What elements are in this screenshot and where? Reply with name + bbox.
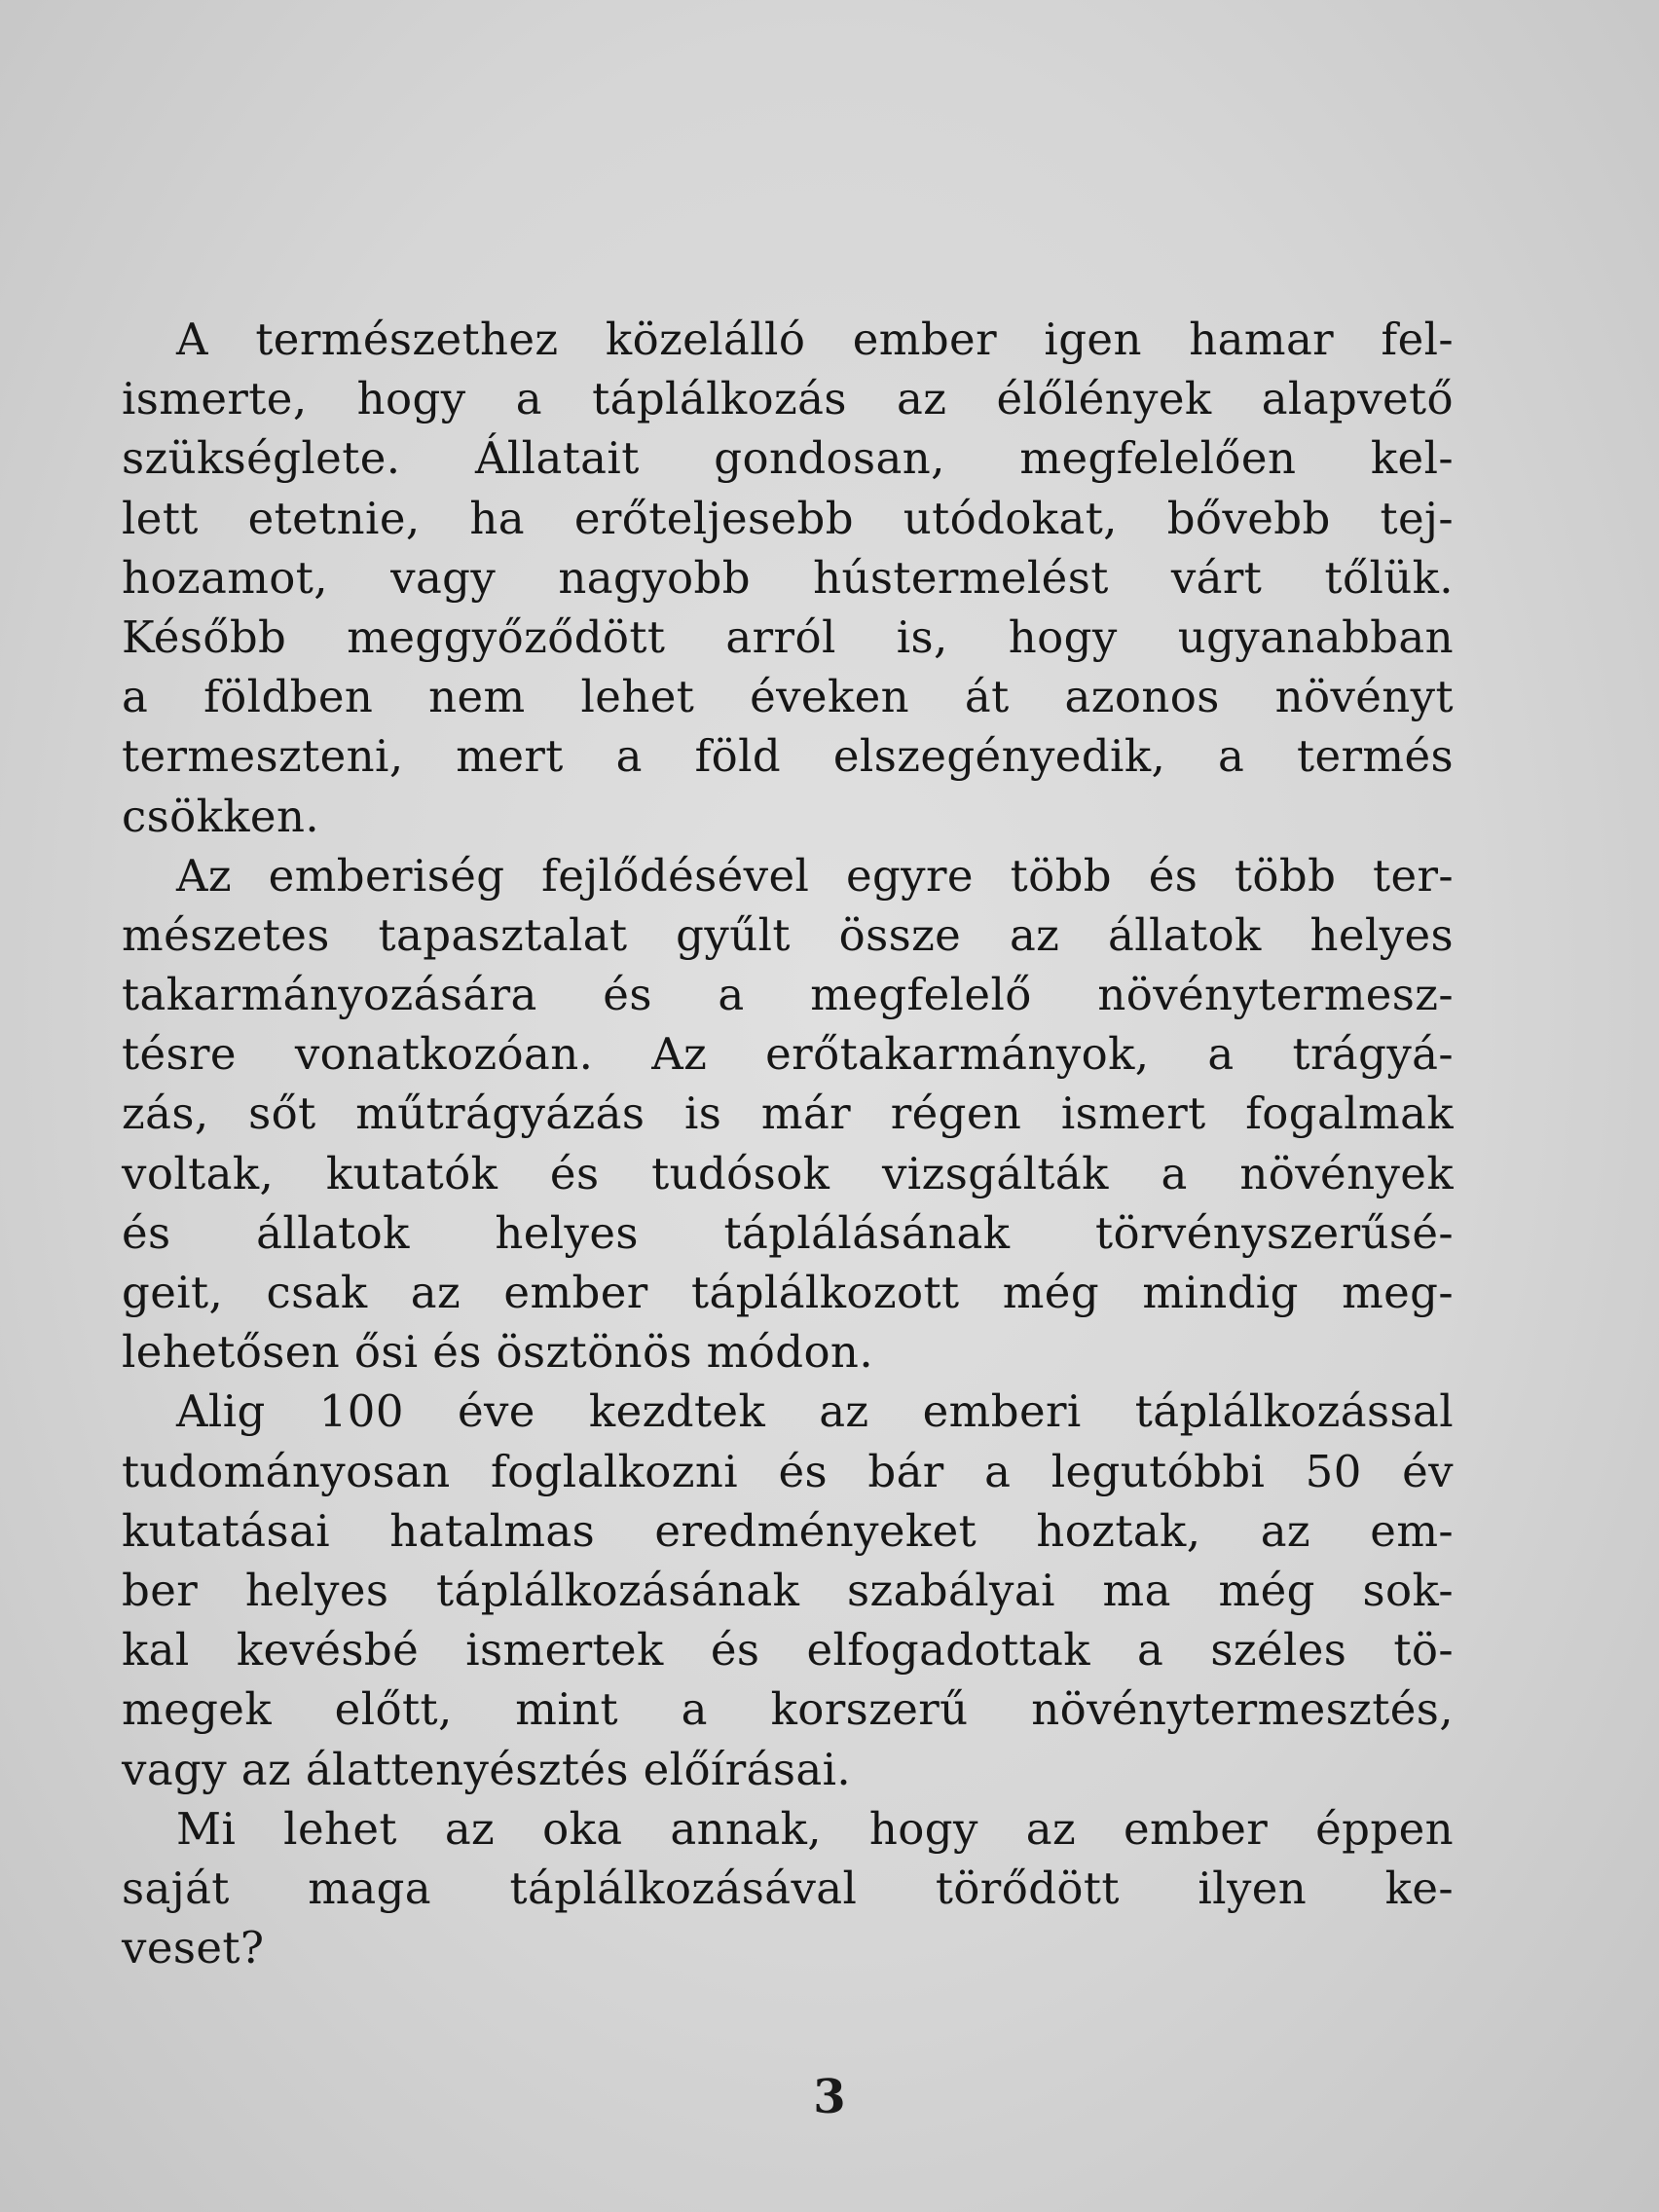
text-line: vagy az álattenyésztés előírásai. [122,1743,852,1795]
text-line: saját maga táplálkozásával törődött ilyen ke- [122,1862,1454,1914]
text-line: geit, csak az ember táplálkozott még mindig meg- [122,1267,1454,1318]
text-line: ismerte, hogy a táplálkozás az élőlények alapvető [122,373,1454,425]
text-line: kal kevésbé ismertek és elfogadottak a széles tö- [122,1624,1454,1677]
text-line: csökken. [122,790,320,842]
text-line: tésre vonatkozóan. Az erőtakarmányok, a trágyá- [122,1028,1454,1081]
text-line: és állatok helyes táplálásának törvényszerűsé- [122,1206,1454,1259]
text-line: Később meggyőződött arról is, hogy ugyanabban [122,610,1454,663]
text-line: szükséglete. Állatait gondosan, megfelelően kel- [122,432,1454,485]
text-line: tudományosan foglalkozni és bár a legutóbbi 50 év [122,1445,1454,1497]
text-line: lehetősen ősi és ösztönös módon. [122,1326,874,1379]
text-line: veset? [122,1922,265,1974]
text-line: lett etetnie, ha erőteljesebb utódokat, bővebb tej- [122,492,1454,544]
paragraph-1 [122,310,1454,846]
text-line: Az emberiség fejlődésével egyre több és több ter- [176,849,1454,902]
text-line: termeszteni, mert a föld elszegényedik, a termés [122,730,1454,783]
body-text [122,310,1454,1977]
text-line: a földben nem lehet éveken át azonos növényt [122,671,1454,723]
text-line: A természethez közelálló ember igen hamar fel- [176,313,1454,365]
text-line: zás, sőt műtrágyázás is már régen ismert fogalmak [122,1088,1454,1140]
paragraph-3 [122,1382,1454,1798]
paragraph-2 [122,846,1454,1382]
text-line: mészetes tapasztalat gyűlt össze az állatok helyes [122,908,1454,961]
text-line: megek előtt, mint a korszerű növénytermesztés, [122,1683,1454,1736]
text-line: ber helyes táplálkozásának szabályai ma még sok- [122,1564,1454,1616]
text-line: kutatásai hatalmas eredményeket hoztak, az em- [122,1504,1454,1557]
text-line: Mi lehet az oka annak, hogy az ember éppen [176,1802,1454,1855]
text-line: takarmányozására és a megfelelő növénytermesz- [122,969,1454,1021]
text-line: voltak, kutatók és tudósok vizsgálták a növények [122,1147,1454,1199]
text-line: hozamot, vagy nagyobb hústermelést várt tőlük. [122,551,1454,604]
paragraph-4 [122,1799,1454,1978]
text-line: Alig 100 éve kezdtek az emberi táplálkozással [176,1385,1454,1438]
page-number: 3 [813,2070,846,2124]
